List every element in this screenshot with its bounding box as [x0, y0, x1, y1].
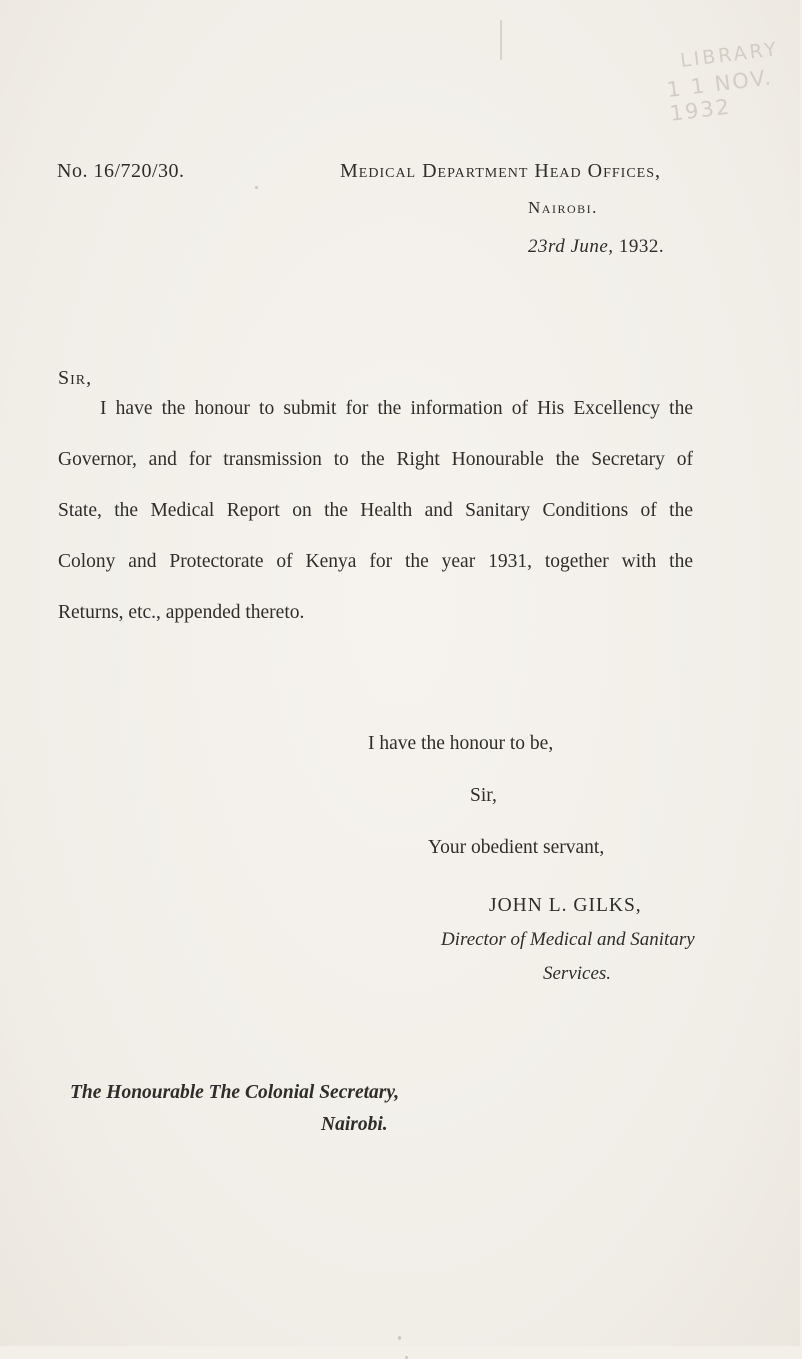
paper-speck [398, 1336, 401, 1340]
letter-date [528, 236, 664, 258]
closing-line: I have the honour to be, [368, 733, 554, 754]
header-city: Nairobi. [528, 198, 598, 217]
paper-crease [500, 20, 502, 60]
signer-name: JOHN L. GILKS, [489, 895, 642, 916]
signer-title-line2: Services. [543, 963, 612, 984]
library-stamp [608, 0, 800, 126]
body-line: I have the honour to submit for the information of His Excellency the [100, 398, 693, 419]
letter-date-year: 1932. [618, 236, 665, 257]
valediction: Your obedient servant, [428, 837, 605, 858]
body-line: Returns, etc., appended thereto. [58, 602, 305, 623]
body-line: Colony and Protectorate of Kenya for the year 1931, together with the [58, 551, 693, 572]
body-line: Governor, and for transmission to the Right Honourable the Secretary of [58, 449, 693, 470]
reference-number: No. 16/720/30. [57, 160, 185, 182]
letter-date-day: 23rd June, [528, 236, 614, 257]
stamp-library-text: LIBRARY [679, 38, 781, 72]
department-heading: Medical Department Head Offices, [340, 160, 661, 182]
stamp-date-text: 1 1 NOV. 1932 [665, 65, 774, 126]
signer-title-line1: Director of Medical and Sanitary [441, 929, 695, 950]
paper-speck [255, 186, 258, 189]
addressee-line1: The Honourable The Colonial Secretary, [70, 1082, 400, 1103]
closing-sir: Sir, [470, 785, 497, 806]
body-line: State, the Medical Report on the Health and Sanitary Conditions of the [58, 500, 693, 521]
salutation: Sir, [58, 367, 93, 389]
addressee-line2: Nairobi. [321, 1114, 388, 1135]
